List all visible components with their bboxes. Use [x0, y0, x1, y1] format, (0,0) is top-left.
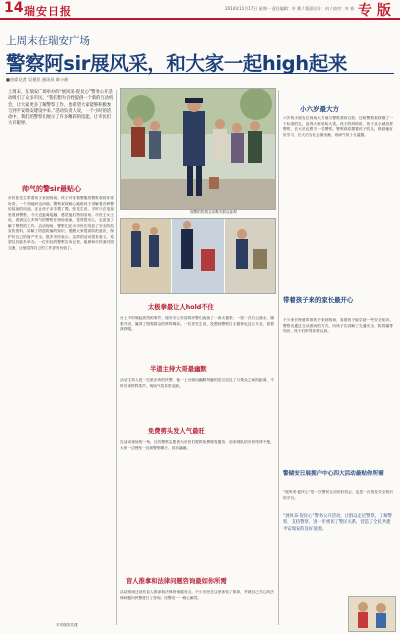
column-divider-right [278, 90, 279, 625]
photo-strip [120, 218, 276, 294]
article-lede: 上周末，在瑞安广场举办的“展风采·促民心”警务公开活动吸引了众多市民。“我们想为百姓提供一个新的互动机会，让大家更多了解警察工作，也希望大家能够积极参与到平安瑞安建设中来。”活动负责人说，一个小时的活动中，我们的警察们展示了许多精彩的技能，让市民们大开眼界。 [8, 90, 114, 127]
section-body-1: 市民张先生带着孩子来到现场，孩子对穿着警服的警察叔叔非常好奇，一个劲地问这问那。警察叔叔耐心地给孩子讲解着各种警用装备的用途，还让孩子亲手摸了摸。张先生说，平时只在电视里看到警察，今天近距离接触，感觉他们特别亲切。市民王女士说，看到这么多帅气的警察在现场表演，觉得很安心，也更加了解了警察的工作。活动现场，警察们还为市民们发放了安全防范宣传资料，讲解了防盗防骗的知识，提醒大家提高防范意识，保护好自己的财产安全。很多市民表示，这样的活动很有意义，希望以后能多举办。一位年轻的警察告诉记者，能够和市民面对面交流，让他觉得自己的工作更有价值了。 [8, 196, 114, 250]
police-crowd-illustration [121, 89, 275, 209]
page-number: 14 [4, 0, 24, 16]
main-photo-caption: 瑞警的热情互动吸引群众参观 [190, 210, 237, 214]
section-body-8: “展风采·促民心”是一次警民互动的好机会，也是一次普及安全知识的平台。 [283, 490, 393, 500]
byline: ■首席记者 吴建民 通讯员 陈小曲 [6, 77, 69, 82]
section-body-2: 台上不时响起热烈的掌声，瑞安市公安局的民警们表演了一套太极拳，一招一式行云流水，刚柔并济，赢得了围观群众的阵阵喝彩。一位老先生说，没想到警察打太极拳也这么专业，看着真舒服。 [120, 316, 274, 331]
section-heading-1: 帅气的警sir最贴心 [22, 185, 82, 193]
paper-name: 瑞安日报 [24, 5, 72, 18]
section-body-4: 在活动现场的一角，还有警察志愿者为市民们提供免费理发服务，前来排队的市民络绎不绝，大家一边理发一边和警察聊天，其乐融融。 [120, 440, 274, 450]
closing-quote: “展风采·促民心”警务公开活动，让群众走近警察，了解警察，支持警察，进一步密切了警民关系，营造了全民共建平安瑞安的良好氛围。 [283, 514, 392, 532]
children-illustration [349, 597, 395, 631]
section-body-5: 活动现场还设有盲人推拿和法律咨询服务点，不少市民在这里体验了推拿，并就自己关心的法律问题向民警进行了咨询，民警们一一耐心解答。 [120, 590, 274, 600]
article-headline: 警察阿sir展风采，和大家一起high起来 [6, 52, 347, 75]
section-heading-7: 带着孩子来的家长最开心 [283, 296, 354, 304]
section-body-7: 不少家长特意带着孩子来到现场，希望孩子能学到一些安全知识。警察们通过互动游戏的方式，向孩子们讲解了交通安全、防拐骗等知识，孩子们听得非常认真。 [283, 318, 393, 333]
activity-photos-illustration [121, 219, 275, 293]
headline-rule [6, 73, 394, 74]
section-heading-6: 小六岁最大方 [300, 105, 339, 113]
section-heading-2: 太极拳最让人hold不住 [148, 304, 214, 311]
section-body-6: 六岁的小朋友在现场大方地与警察叔叔合影，还给警察叔叔敬了一个标准的礼，逗得大家哈哈大笑。孩子的妈妈说，孩子从小就崇拜警察，长大后也想当一名警察。警察叔叔摸着孩子的头，鼓励他好好学习，长大后为社会做贡献，现场气氛十分温馨。 [283, 116, 393, 137]
section-heading-8: 警储安日展拥户中心四大活动最贴你所需 [283, 471, 384, 477]
bottom-left-caption: 平安瑞安共建 [56, 623, 78, 627]
section-label: 专 版 [358, 3, 391, 19]
article-kicker: 上周末在瑞安广场 [6, 35, 90, 47]
bottom-right-photo [348, 596, 396, 632]
column-divider-left [116, 90, 117, 625]
section-heading-3: 半道主持大哥最幽默 [150, 366, 207, 373]
section-heading-5: 盲人推拿和法律问题咨询最如你所需 [126, 578, 227, 585]
section-heading-4: 免费剪头发人气最旺 [148, 428, 205, 435]
section-body-3: 活动主持人是一位派出所的民警，他一上台就用幽默风趣的语言拉近了与观众之间的距离，不时引来阵阵笑声，现场气氛非常活跃。 [120, 378, 274, 388]
right-photo-1 [282, 88, 396, 89]
main-photo [120, 88, 276, 210]
date-info: 2014年11月17日 星期一 责任编辑：叶 赛 / 版面设计：何 / 校对：叶 春 [225, 6, 355, 11]
